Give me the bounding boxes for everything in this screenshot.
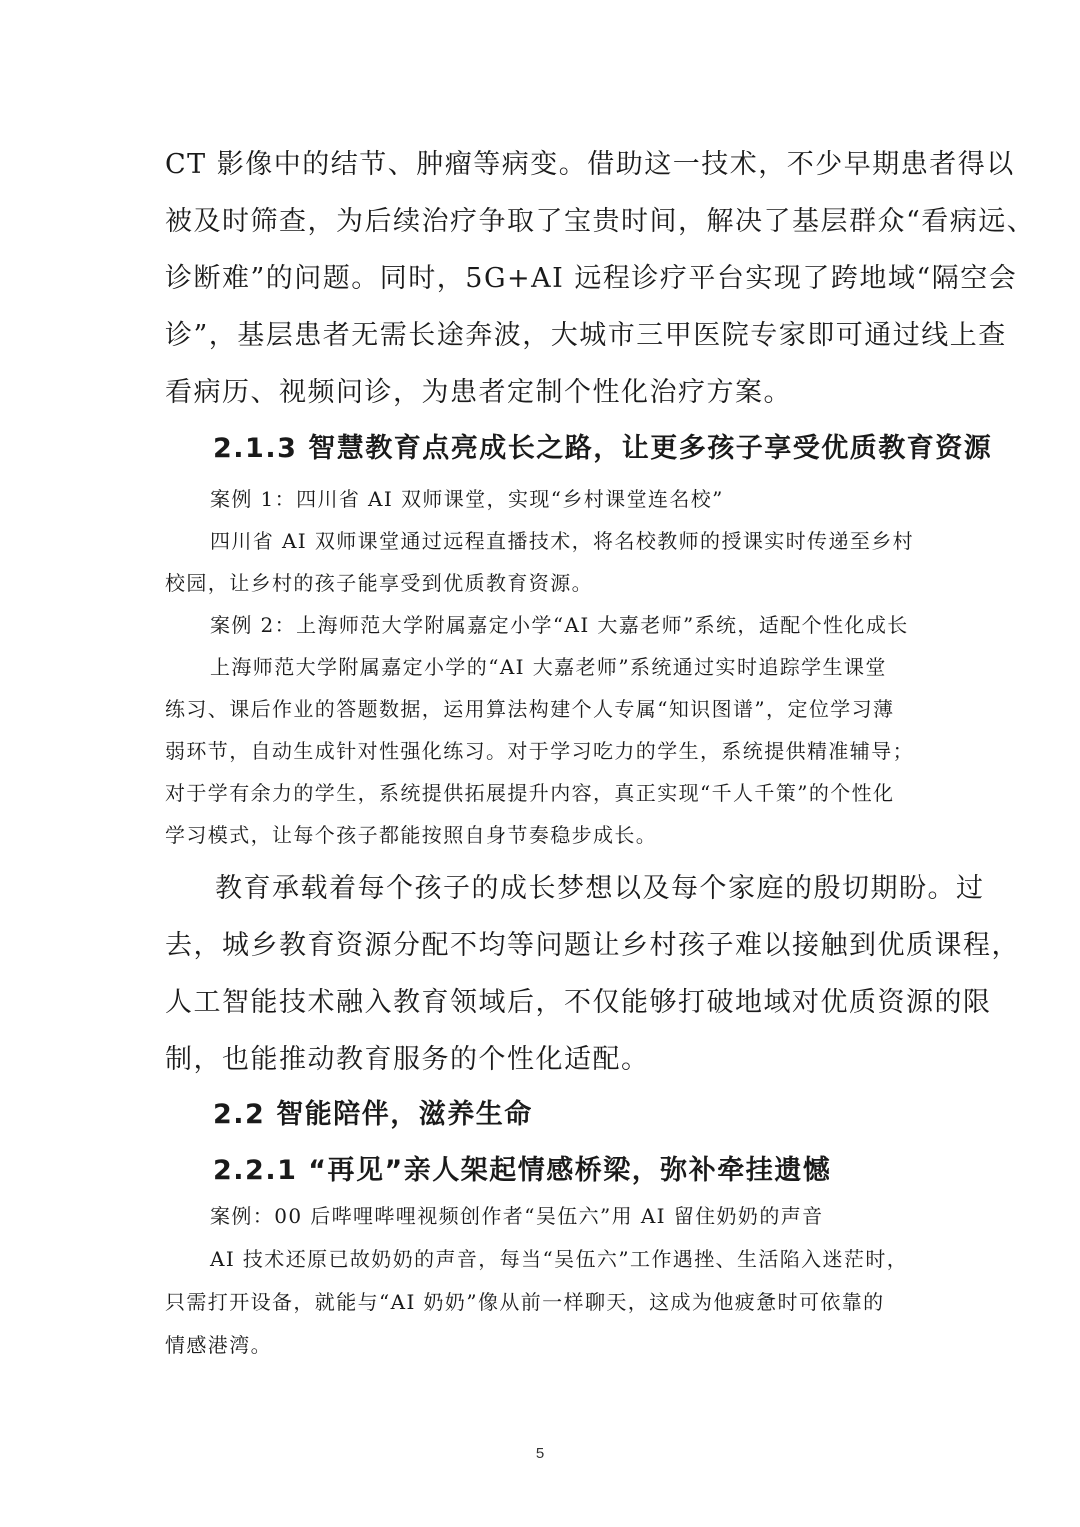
paragraph-1-line: CT 影像中的结节、肿瘤等病变。借助这一技术，不少早期患者得以 <box>165 149 1015 180</box>
paragraph-2-line: 制，也能推动教育服务的个性化适配。 <box>165 1044 650 1075</box>
paragraph-1-line: 诊断难”的问题。同时，5G+AI 远程诊疗平台实现了跨地域“隔空会 <box>165 263 1018 294</box>
case-1-title: 案例 1：四川省 AI 双师课堂，实现“乡村课堂连名校” <box>210 487 724 511</box>
case-2-body-line: 学习模式，让每个孩子都能按照自身节奏稳步成长。 <box>165 823 658 847</box>
page-number: 5 <box>535 1445 545 1462</box>
case-3-body-line: AI 技术还原已故奶奶的声音，每当“吴伍六”工作遇挫、生活陷入迷茫时， <box>210 1247 909 1271</box>
paragraph-2-line: 人工智能技术融入教育领域后，不仅能够打破地域对优质资源的限 <box>165 987 992 1018</box>
case-2-body-line: 练习、课后作业的答题数据，运用算法构建个人专属“知识图谱”，定位学习薄 <box>165 697 895 721</box>
paragraph-2-line: 教育承载着每个孩子的成长梦想以及每个家庭的殷切期盼。过 <box>215 873 985 904</box>
case-3-body-line: 只需打开设备，就能与“AI 奶奶”像从前一样聊天，这成为他疲惫时可依靠的 <box>165 1290 885 1314</box>
paragraph-1-line: 诊”，基层患者无需长途奔波，大城市三甲医院专家即可通过线上查 <box>165 320 1007 351</box>
section-heading-2-1-3: 2.1.3 智慧教育点亮成长之路，让更多孩子享受优质教育资源 <box>213 433 993 464</box>
case-2-title: 案例 2：上海师范大学附属嘉定小学“AI 大嘉老师”系统，适配个性化成长 <box>210 613 909 637</box>
case-3-title: 案例：00 后哔哩哔哩视频创作者“吴伍六”用 AI 留住奶奶的声音 <box>210 1204 824 1228</box>
case-1-body-line: 四川省 AI 双师课堂通过远程直播技术，将名校教师的授课实时传递至乡村 <box>210 529 915 553</box>
case-2-body-line: 上海师范大学附属嘉定小学的“AI 大嘉老师”系统通过实时追踪学生课堂 <box>210 655 887 679</box>
paragraph-1-line: 被及时筛查，为后续治疗争取了宝贵时间，解决了基层群众“看病远、 <box>165 206 1036 237</box>
paragraph-2-line: 去，城乡教育资源分配不均等问题让乡村孩子难以接触到优质课程， <box>165 930 1020 961</box>
case-2-body-line: 对于学有余力的学生，系统提供拓展提升内容，真正实现“千人千策”的个性化 <box>165 781 895 805</box>
section-heading-2-2: 2.2 智能陪伴，滋养生命 <box>213 1099 533 1130</box>
paragraph-1-line: 看病历、视频问诊，为患者定制个性化治疗方案。 <box>165 377 792 408</box>
section-heading-2-2-1: 2.2.1 “再见”亲人架起情感桥梁，弥补牵挂遗憾 <box>213 1155 832 1186</box>
case-3-body-line: 情感港湾。 <box>165 1333 272 1357</box>
case-2-body-line: 弱环节，自动生成针对性强化练习。对于学习吃力的学生，系统提供精准辅导； <box>165 739 914 763</box>
case-1-body-line: 校园，让乡村的孩子能享受到优质教育资源。 <box>165 571 593 595</box>
